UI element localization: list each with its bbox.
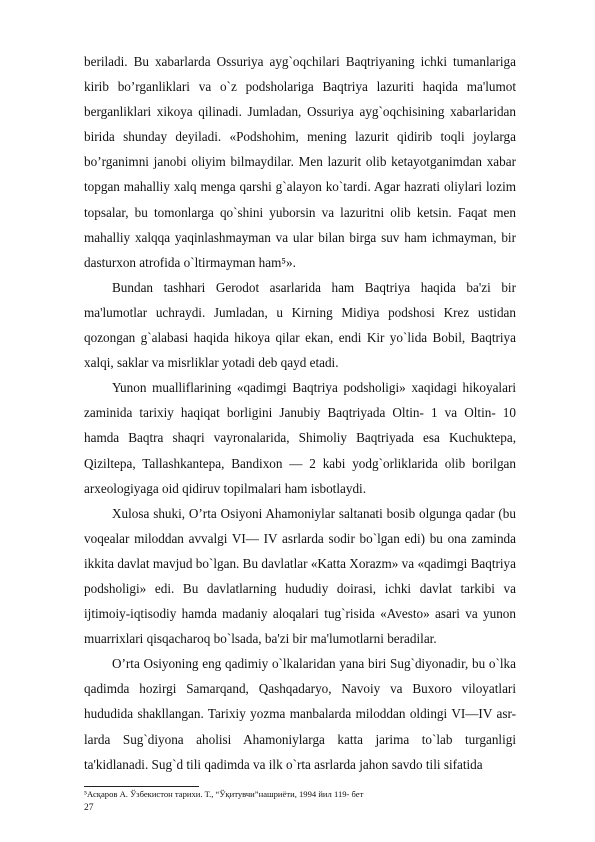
paragraph-2: Bundan tashhari Gerodot asarlarida ham Baqtriya haqida ba'zi bir ma'lumotlar uchraydi. Jumladan, u Kirning Midiya podshosi Krez ustidan qozongan g`alabasi haqida hikoya qilar ekan, endi Kir yo`lida Bobil, Baqtriya xalqi, saklar va misrliklar yotadi deb qayd etadi.	[84, 279, 516, 371]
paragraph-5: O’rta Osiyoning eng qadimiy o`lkalaridan yana biri Sug`diyonadir, bu o`lka qadimda hozirgi Samarqand, Qashqadaryo, Navoiy va Buxoro viloyatlari hududida shakllangan. Tarixiy yozma manbalarda miloddan oldingi VI—IV asr-larda Sug`diyona aholisi Ahamoniylarga katta jarima to`lab turganligi ta'kidlanadi. Sug`d tili qadimda va ilk o`rta asrlarda jahon savdo tili sifatida	[84, 656, 516, 772]
paragraph-1: beriladi. Bu xabarlarda Ossuriya ayg`oqchilari Baqtriyaning ichki tumanlariga kirib bo’rganliklari va o`z podsholariga Baqtriya lazuriti haqida ma'lumot berganliklari xikoya qilinadi. Jumladan, Ossuriya ayg`oqchisining xabarlaridan birida shunday deyiladi. «Podshohim, mening lazurit qidirib toqli joylarga bo’rganimni janobi oliyim bilmaydilar. Men lazurit olib ketayotganimdan xabar topgan mahalliy xalq menga qarshi g`alayon ko`tardi. Agar hazrati oliylari lozim topsalar, bu tomonlarga qo`shini yuborsin va lazuritni olib ketsin. Faqat men mahalliy xalqqa yaqinlashmayman va ular bilan birga suv ham ichmayman, bir dasturxon atrofida o`ltirmayman ham⁵».	[84, 54, 516, 270]
footnote-divider	[84, 786, 199, 787]
footnote: ⁵Асқаров А. Ўзбекистон тарихи. Т., “Ўқитувчи”нашриёти, 1994 йил 119- бет	[84, 789, 364, 799]
document-body	[84, 49, 516, 777]
page-number: 27	[84, 803, 94, 813]
paragraph-4: Xulosa shuki, O’rta Osiyoni Ahamoniylar saltanati bosib olgunga qadar (bu voqealar miloddan avvalgi VI— IV asrlarda sodir bo`lgan edi) bu ona zaminda ikkita davlat mavjud bo`lgan. Bu davlatlar «Katta Xorazm» va «qadimgi Baqtriya podsholigi» edi. Bu davlatlarning hududiy doirasi, ichki davlat tarkibi va ijtimoiy-iqtisodiy hamda madaniy aloqalari tug`risida «Avesto» asari va yunon muarrixlari qisqacharoq bo`lsada, ba'zi bir ma'lumotlarni beradilar.	[84, 505, 516, 647]
paragraph-3: Yunon mualliflarining «qadimgi Baqtriya podsholigi» xaqidagi hikoyalari zaminida tarixiy haqiqat borligini Janubiy Baqtriyada Oltin- 1 va Oltin- 10 hamda Baqtra shaqri vayronalarida, Shimoliy Baqtriyada esa Kuchuktepa, Qiziltepa, Tallashkantepa, Bandixon — 2 kabi yodg`orliklarida olib borilgan arxeologiyaga oid qidiruv topilmalari ham isbotlaydi.	[84, 380, 516, 496]
